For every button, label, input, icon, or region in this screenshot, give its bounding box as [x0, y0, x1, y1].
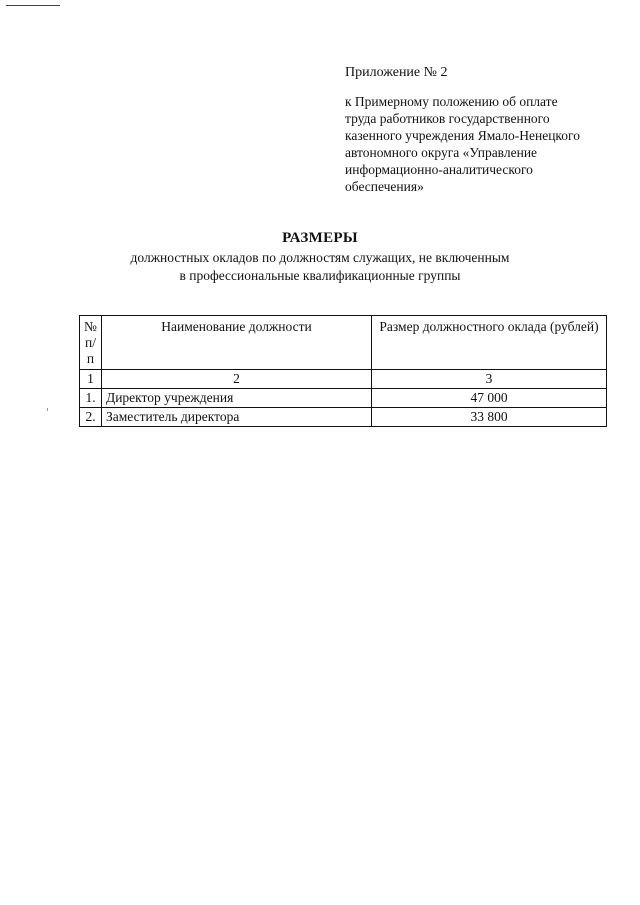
header-number: № п/п [80, 316, 102, 370]
appendix-reference-line: автономного округа «Управление [345, 145, 538, 160]
header-salary: Размер должностного оклада (рублей) [372, 316, 607, 370]
subheading-line: должностных окладов по должностям служащих, не включенным [130, 250, 510, 265]
appendix-reference-line: казенного учреждения Ямало-Ненецкого [345, 128, 581, 143]
appendix-reference-line: обеспечения» [345, 179, 424, 194]
subheading-line: в профессиональные квалификационные группы [179, 268, 461, 283]
appendix-reference-line: информационно-аналитического [345, 162, 533, 177]
column-number-cell: 3 [372, 370, 607, 389]
scan-margin-mark [47, 408, 48, 411]
row-position: Заместитель директора [102, 408, 372, 427]
document-subheading [0, 249, 640, 285]
column-number-row [80, 370, 607, 389]
row-position: Директор учреждения [102, 389, 372, 408]
header-position: Наименование должности [102, 316, 372, 370]
appendix-reference-line: к Примерному положению об оплате [345, 94, 558, 109]
appendix-title: Приложение № 2 [345, 65, 448, 80]
table-header-row [80, 316, 607, 370]
appendix-reference [345, 93, 630, 195]
document-heading: РАЗМЕРЫ [282, 230, 358, 246]
column-number-cell: 2 [102, 370, 372, 389]
salary-table [79, 315, 607, 427]
scan-edge-mark [6, 5, 60, 6]
row-number: 1. [80, 389, 102, 408]
table-row [80, 408, 607, 427]
row-salary: 47 000 [372, 389, 607, 408]
column-number-cell: 1 [80, 370, 102, 389]
row-number: 2. [80, 408, 102, 427]
row-salary: 33 800 [372, 408, 607, 427]
appendix-reference-line: труда работников государственного [345, 111, 550, 126]
table-row [80, 389, 607, 408]
